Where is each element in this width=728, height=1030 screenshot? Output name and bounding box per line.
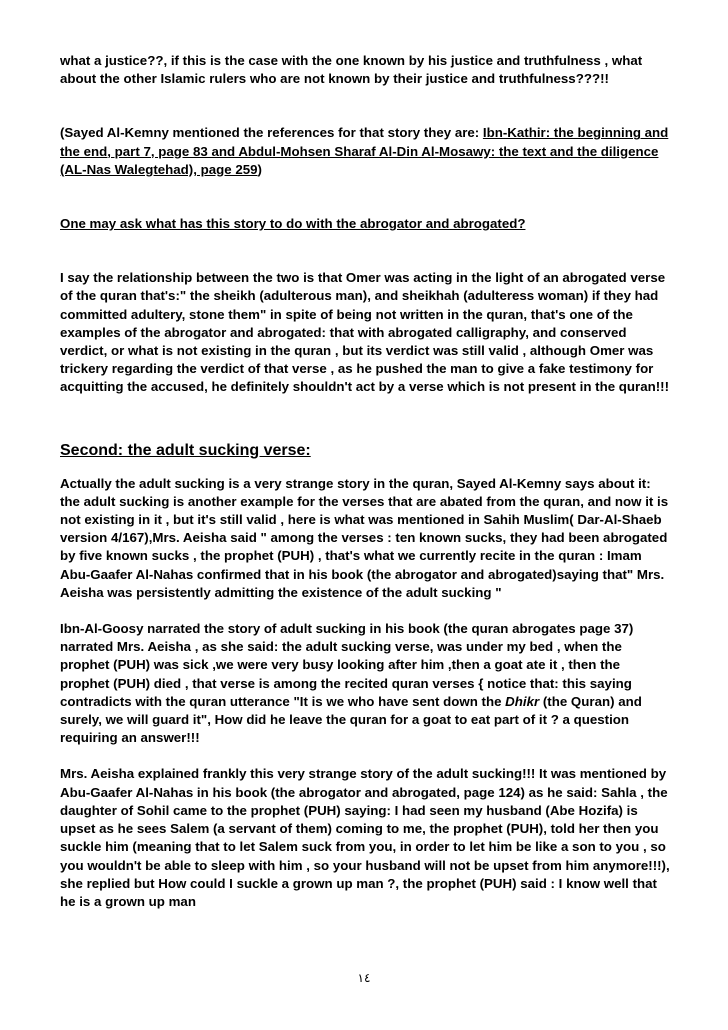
references-citation: Ibn-Kathir: the beginning and the end, part 7, page 83 and Abdul-Mohsen Sharaf Al-Din Al-Mosawy: the text and the diligence (AL-Nas Walegtehad), page 259	[60, 125, 669, 177]
document-body	[60, 52, 672, 911]
ibn-al-goosy-text-start: Ibn-Al-Goosy narrated the story of adult sucking in his book (the quran abrogates page 37) narrated Mrs. Aeisha , as she said: the adult sucking verse, was under my bed , when the prophet (PUH) was sick ,we were very busy looking after him ,then a goat ate it , then the prophet (PUH) died , that verse is among the recited quran verses { notice that: this saying contradicts with the quran utterance "It is we who have sent down the	[60, 621, 634, 709]
page-number: ١٤	[357, 971, 371, 985]
paragraph-question: One may ask what has this story to do with the abrogator and abrogated?	[60, 216, 526, 232]
section-heading: Second: the adult sucking verse:	[60, 441, 311, 459]
references-intro: (Sayed Al-Kemny mentioned the references for that story they are:	[60, 125, 483, 141]
references-close: )	[257, 161, 262, 177]
paragraph-ibn-al-goosy	[60, 620, 672, 747]
paragraph-aeisha-explained: Mrs. Aeisha explained frankly this very strange story of the adult sucking!!! It was mentioned by Abu-Gaafer Al-Nahas in his book (the abrogator and abrogated, page 124) as he said: Sahla , the daughter of Sohil came to the prophet (PUH) saying: I had seen my husband (Abe Hozifa) is upset as he sees Salem (a servant of them) coming to me, the prophet (PUH), told her then you suckle him (meaning that to let Salem suck from you, in order to let him be like a son to you , so you wouldn't be able to sleep with him , so your husband will not be upset from him anymore!!!), she replied but How could I suckle a grown up man ?, the prophet (PUH) said : I know well that he is a grown up man	[60, 766, 670, 909]
paragraph-references	[60, 124, 672, 179]
paragraph-justice-question: what a justice??, if this is the case with the one known by his justice and truthfulness , what about the other Islamic rulers who are not known by their justice and truthfulness???!!	[60, 53, 643, 87]
paragraph-relationship: I say the relationship between the two is that Omer was acting in the light of an abrogated verse of the quran that's:" the sheikh (adulterous man), and sheikhah (adulteress woman) if they had committed adultery, stone them" in spite of being not written in the quran, that's one of the examples of the abrogator and abrogated: that with abrogated calligraphy, and conserved verdict, or what is not existing in the quran , but its verdict was still valid , although Omer was trickery regarding the verdict of that verse , as he pushed the man to give a fake testimony for acquitting the accused, he definitely shouldn't act by a verse which is not present in the quran!!!	[60, 270, 670, 395]
dhikr-term: Dhikr	[505, 693, 540, 709]
ibn-al-goosy-text-end: (the Quran) and surely, we will guard it", How did he leave the quran for a goat to eat part of it ? a question requiring an answer!!!	[60, 693, 642, 746]
paragraph-adult-sucking: Actually the adult sucking is a very strange story in the quran, Sayed Al-Kemny says about it: the adult sucking is another example for the verses that are abated from the quran, and now it is not existing in it , but it's still valid , here is what was mentioned in Sahih Muslim( Dar-Al-Shaeb version 4/167),Mrs. Aeisha said " among the verses : ten known sucks, they had been abrogated by five known sucks , the prophet (PUH) , that's what we currently recite in the quran : Imam Abu-Gaafer Al-Nahas confirmed that in his book (the abrogator and abrogated)saying that" Mrs. Aeisha was persistently admitting the existence of the adult sucking "	[60, 475, 669, 600]
